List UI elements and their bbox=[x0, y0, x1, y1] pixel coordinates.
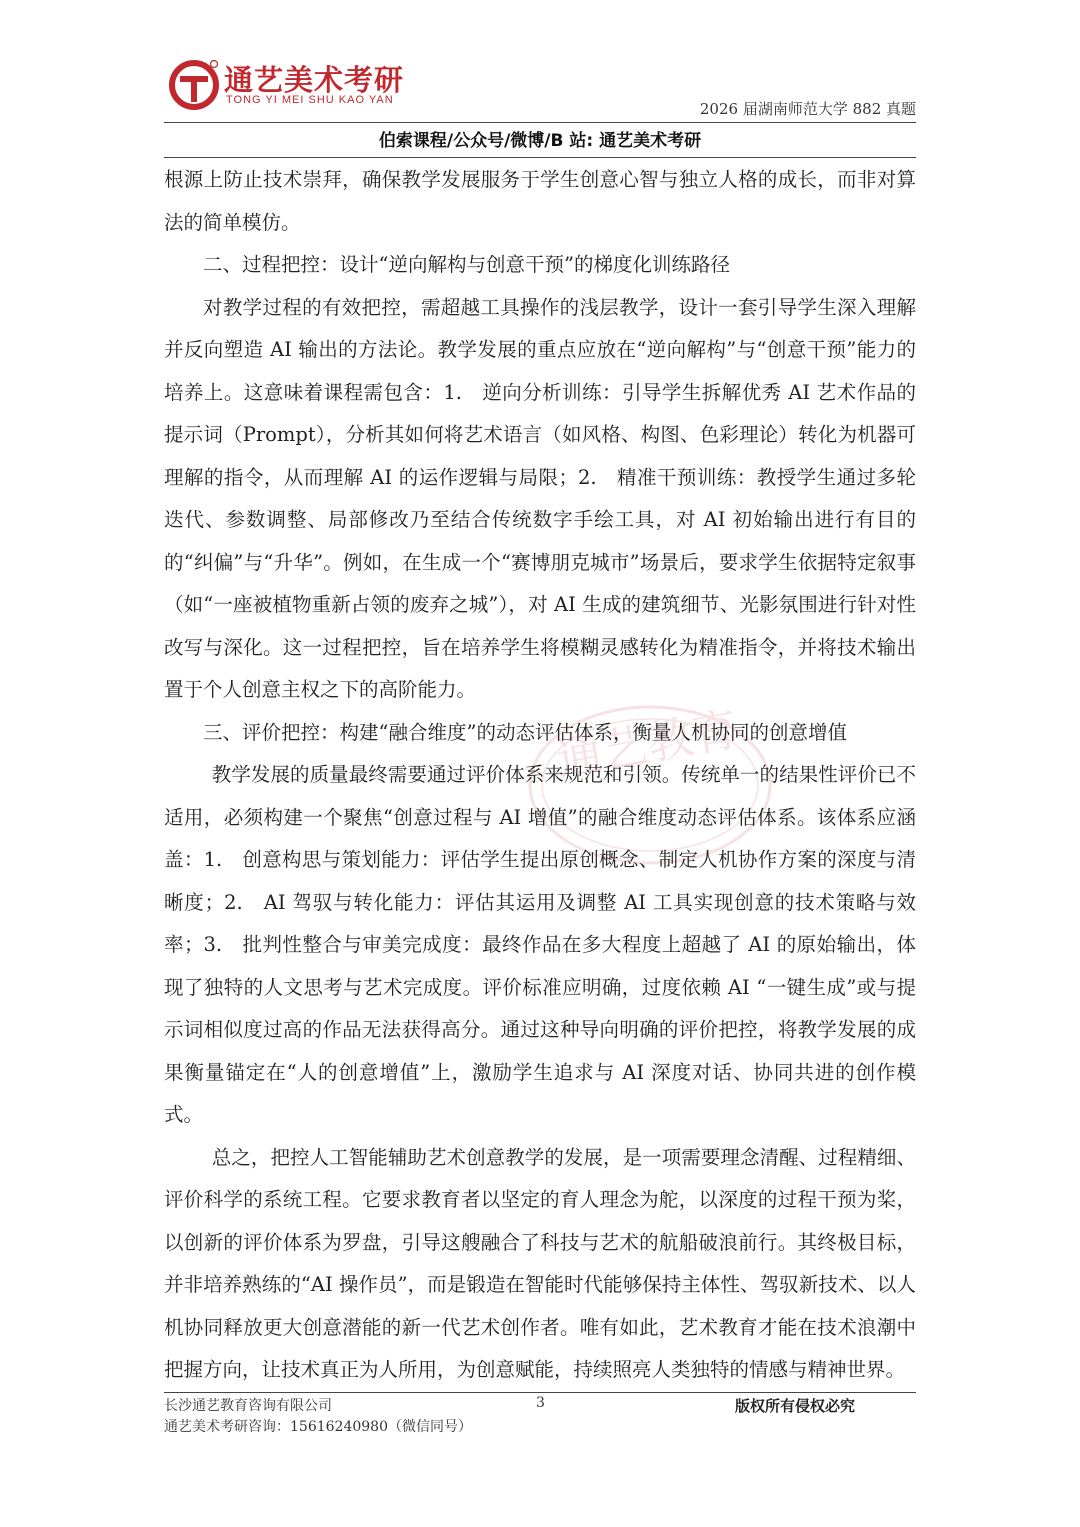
exam-title: 2026 届湖南师范大学 882 真题 bbox=[699, 100, 916, 118]
header-divider bbox=[164, 122, 916, 123]
footer-divider bbox=[164, 1392, 916, 1393]
footer-contact: 通艺美术考研咨询：15616240980（微信同号） bbox=[164, 1419, 472, 1435]
paragraph: 总之，把控人工智能辅助艺术创意教学的发展，是一项需要理念清醒、过程精细、评价科学的系统工程。它要求教育者以坚定的育人理念为舵，以深度的过程干预为桨，以创新的评价体系为罗盘，引导这艘融合了科技与艺术的航船破浪前行。其终极目标，并非培养熟练的“AI 操作员”，而是锻造在智能时代能够保持主体性、驾驭新技术、以人机协同释放更大创意潜能的新一代艺术创作者。唯有如此，艺术教育才能在技术浪潮中把握方向，让技术真正为人所用，为创意赋能，持续照亮人类独特的情感与精神世界。 bbox=[164, 1145, 916, 1381]
watermark-text: 通艺教育 bbox=[551, 701, 743, 787]
brand-name-cn: 通艺美术考研 bbox=[224, 63, 405, 97]
document-body bbox=[164, 159, 916, 1392]
tongyi-logo-icon bbox=[168, 58, 220, 110]
brand-name-en: TONG YI MEI SHU KAO YAN bbox=[226, 94, 394, 106]
brand-logo bbox=[168, 58, 408, 108]
channels-line: 伯索课程/公众号/微博/B 站: 通艺美术考研 bbox=[378, 131, 702, 151]
footer-copyright: 版权所有侵权必究 bbox=[735, 1397, 856, 1415]
paragraph: 教学发展的质量最终需要通过评价体系来规范和引领。传统单一的结果性评价已不适用，必须构建一个聚焦“创意过程与 AI 增值”的融合维度动态评估体系。该体系应涵盖：1. 创意构思与策划能力：评估学生提出原创概念、制定人机协作方案的深度与清晰度；2. AI 驾驭与转化能力：评估其运用及调整 AI 工具实现创意的技术策略与效率；3. 批判性整合与审美完成度：最终作品在多大程度上超越了 AI 的原始输出，体现了独特的人文思考与艺术完成度。评价标准应明确，过度依赖 AI “一键生成”或与提示词相似度过高的作品无法获得高分。通过这种导向明确的评价把控，将教学发展的成果衡量锚定在“人的创意增值”上，激励学生追求与 AI 深度对话、协同共进的创作模式。 bbox=[164, 763, 916, 1126]
footer-company: 长沙通艺教育咨询有限公司 bbox=[164, 1398, 332, 1414]
page-number: 3 bbox=[536, 1395, 545, 1411]
section-heading: 二、过程把控：设计“逆向解构与创意干预”的梯度化训练路径 bbox=[203, 253, 730, 276]
paragraph: 对教学过程的有效把控，需超越工具操作的浅层教学，设计一套引导学生深入理解并反向塑造 AI 输出的方法论。教学发展的重点应放在“逆向解构”与“创意干预”能力的培养上。这意味着课程需包含：1. 逆向分析训练：引导学生拆解优秀 AI 艺术作品的提示词（Prompt），分析其如何将艺术语言（如风格、构图、色彩理论）转化为机器可理解的指令，从而理解 AI 的运作逻辑与局限；2. 精准干预训练：教授学生通过多轮迭代、参数调整、局部修改乃至结合传统数字手绘工具，对 AI 初始输出进行有目的的“纠偏”与“升华”。例如，在生成一个“赛博朋克城市”场景后，要求学生依据特定叙事（如“一座被植物重新占领的废弃之城”），对 AI 生成的建筑细节、光影氛围进行针对性改写与深化。这一过程把控，旨在培养学生将模糊灵感转化为精准指令，并将技术输出置于个人创意主权之下的高阶能力。 bbox=[164, 295, 916, 701]
header-divider-bottom bbox=[164, 157, 916, 158]
section-heading: 三、评价把控：构建“融合维度”的动态评估体系，衡量人机协同的创意增值 bbox=[203, 720, 847, 744]
paragraph: 根源上防止技术崇拜，确保教学发展服务于学生创意心智与独立人格的成长，而非对算法的简单模仿。 bbox=[164, 168, 916, 234]
